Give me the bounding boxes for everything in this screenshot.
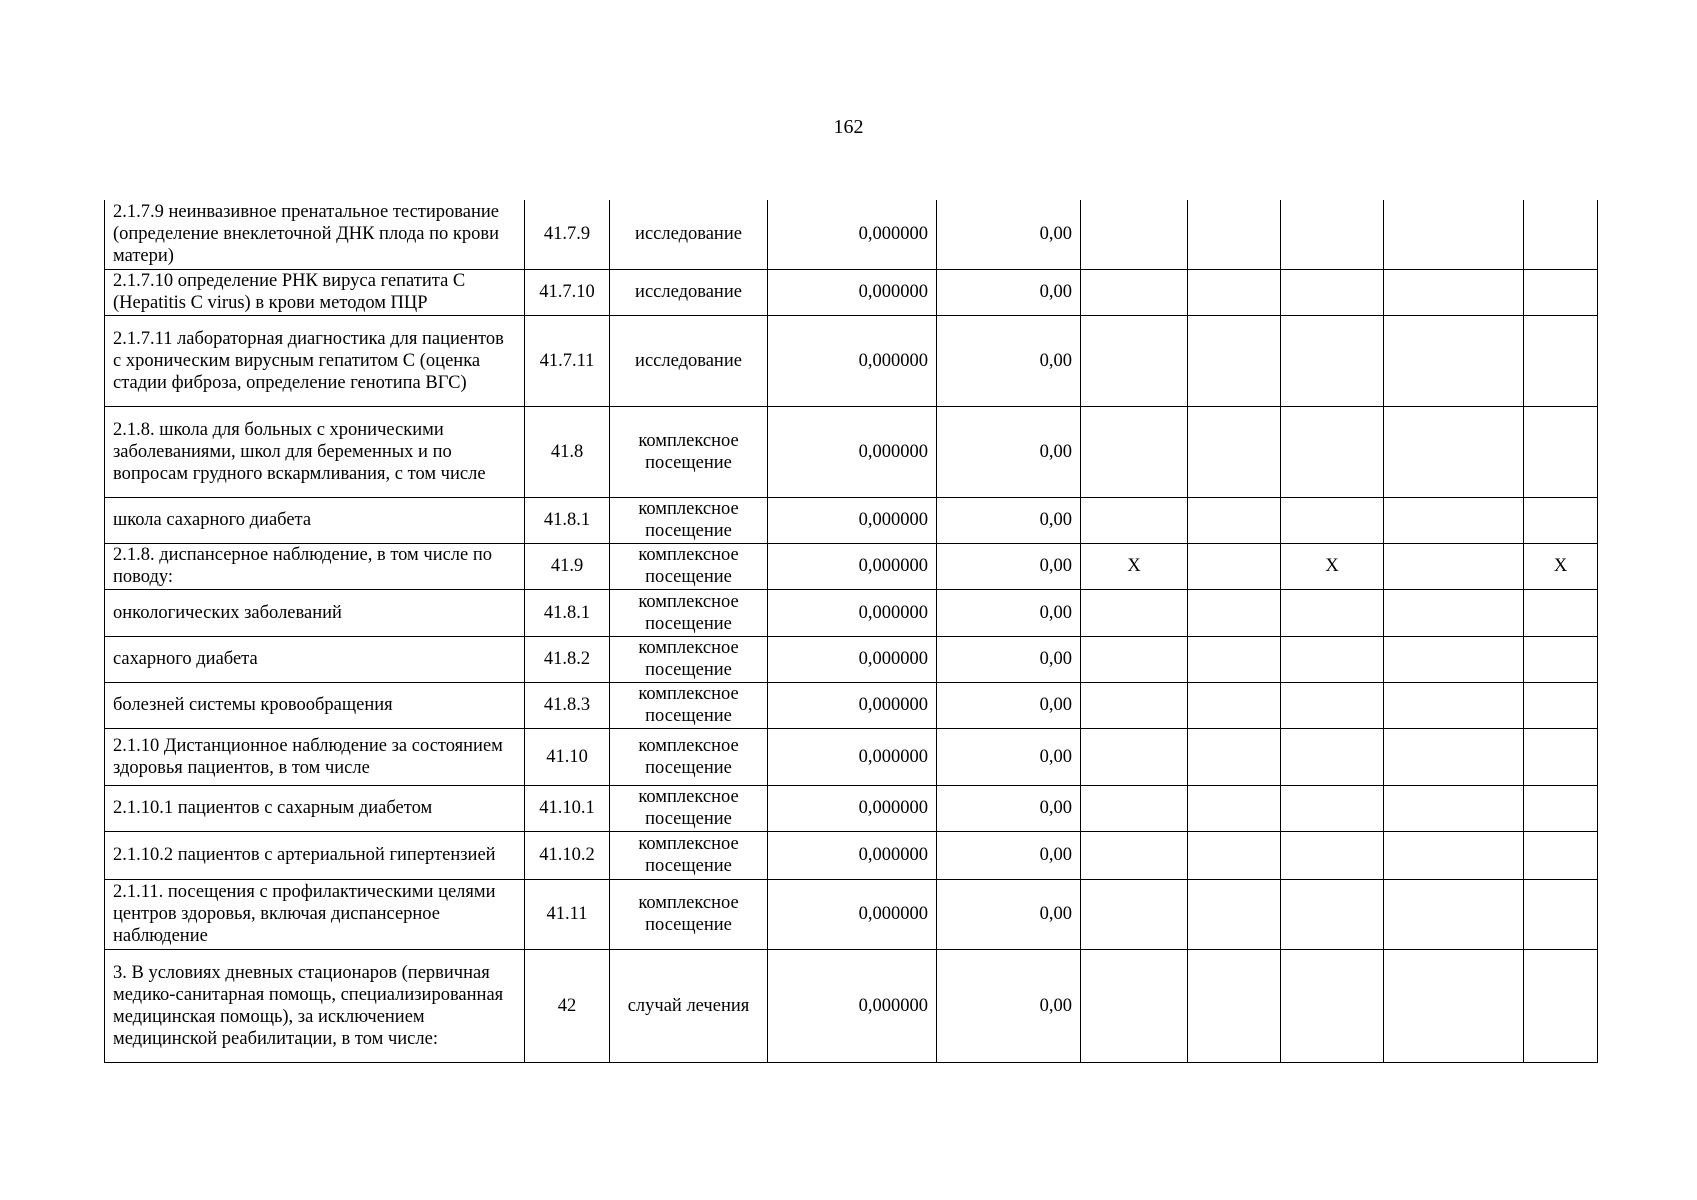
row-mark-5 <box>1524 497 1598 543</box>
row-value-2: 0,00 <box>937 200 1081 269</box>
row-value-2: 0,00 <box>937 949 1081 1062</box>
row-mark-5 <box>1524 831 1598 879</box>
table-row <box>105 636 1598 682</box>
row-mark-1 <box>1081 315 1188 406</box>
row-name: 2.1.8. диспансерное наблюдение, в том числе по поводу: <box>105 543 525 589</box>
row-mark-4 <box>1384 406 1524 497</box>
row-value-1: 0,000000 <box>768 636 937 682</box>
row-unit: случай лечения <box>610 949 768 1062</box>
row-mark-2 <box>1188 785 1281 831</box>
row-mark-2 <box>1188 497 1281 543</box>
table-row <box>105 785 1598 831</box>
row-mark-2 <box>1188 315 1281 406</box>
row-unit: комплексное посещение <box>610 543 768 589</box>
row-value-2: 0,00 <box>937 831 1081 879</box>
row-mark-2 <box>1188 728 1281 785</box>
row-mark-5 <box>1524 589 1598 636</box>
table-row <box>105 831 1598 879</box>
row-value-2: 0,00 <box>937 543 1081 589</box>
row-mark-3 <box>1281 682 1384 728</box>
row-value-1: 0,000000 <box>768 543 937 589</box>
row-mark-2 <box>1188 682 1281 728</box>
row-value-2: 0,00 <box>937 682 1081 728</box>
row-value-2: 0,00 <box>937 269 1081 315</box>
row-mark-2 <box>1188 636 1281 682</box>
row-mark-2 <box>1188 879 1281 949</box>
row-mark-3 <box>1281 200 1384 269</box>
row-code: 41.8.1 <box>525 497 610 543</box>
row-mark-1 <box>1081 728 1188 785</box>
row-mark-1 <box>1081 406 1188 497</box>
row-mark-4 <box>1384 728 1524 785</box>
row-name: 2.1.10 Дистанционное наблюдение за состоянием здоровья пациентов, в том числе <box>105 728 525 785</box>
table-row <box>105 682 1598 728</box>
row-mark-1 <box>1081 831 1188 879</box>
table-row <box>105 200 1598 269</box>
row-mark-1 <box>1081 785 1188 831</box>
row-code: 41.9 <box>525 543 610 589</box>
row-value-1: 0,000000 <box>768 682 937 728</box>
row-code: 41.10.2 <box>525 831 610 879</box>
row-unit: комплексное посещение <box>610 406 768 497</box>
row-mark-3 <box>1281 785 1384 831</box>
row-mark-4 <box>1384 269 1524 315</box>
row-value-2: 0,00 <box>937 315 1081 406</box>
page-number: 162 <box>833 116 864 138</box>
row-code: 41.10 <box>525 728 610 785</box>
row-name: 2.1.11. посещения с профилактическими целями центров здоровья, включая диспансерное наблюдение <box>105 879 525 949</box>
row-value-2: 0,00 <box>937 728 1081 785</box>
row-mark-3 <box>1281 728 1384 785</box>
row-mark-1 <box>1081 879 1188 949</box>
row-mark-5 <box>1524 406 1598 497</box>
row-mark-5 <box>1524 200 1598 269</box>
row-mark-1 <box>1081 269 1188 315</box>
row-mark-5 <box>1524 682 1598 728</box>
row-name: 2.1.10.1 пациентов с сахарным диабетом <box>105 785 525 831</box>
row-value-1: 0,000000 <box>768 269 937 315</box>
row-mark-2 <box>1188 589 1281 636</box>
row-value-2: 0,00 <box>937 879 1081 949</box>
row-unit: комплексное посещение <box>610 785 768 831</box>
row-unit: комплексное посещение <box>610 682 768 728</box>
row-mark-3 <box>1281 406 1384 497</box>
row-mark-1 <box>1081 682 1188 728</box>
row-mark-3 <box>1281 497 1384 543</box>
row-name: 2.1.7.9 неинвазивное пренатальное тестирование (определение внеклеточной ДНК плода по крови матери) <box>105 200 525 269</box>
row-name: 2.1.7.10 определение РНК вируса гепатита С (Hepatitis C virus) в крови методом ПЦР <box>105 269 525 315</box>
row-name: 3. В условиях дневных стационаров (первичная медико-санитарная помощь, специализированная медицинская помощь), за исключением медицинской реабилитации, в том числе: <box>105 949 525 1062</box>
row-mark-3 <box>1281 636 1384 682</box>
row-mark-4 <box>1384 200 1524 269</box>
row-mark-5 <box>1524 269 1598 315</box>
row-mark-3 <box>1281 589 1384 636</box>
row-code: 41.8 <box>525 406 610 497</box>
table-row <box>105 543 1598 589</box>
row-mark-2 <box>1188 831 1281 879</box>
row-value-1: 0,000000 <box>768 200 937 269</box>
row-unit: исследование <box>610 269 768 315</box>
row-mark-2 <box>1188 269 1281 315</box>
row-value-1: 0,000000 <box>768 831 937 879</box>
row-mark-4 <box>1384 879 1524 949</box>
row-mark-3: X <box>1281 543 1384 589</box>
row-mark-4 <box>1384 785 1524 831</box>
row-unit: комплексное посещение <box>610 636 768 682</box>
row-name: 2.1.10.2 пациентов с артериальной гипертензией <box>105 831 525 879</box>
row-mark-5 <box>1524 879 1598 949</box>
row-code: 41.7.10 <box>525 269 610 315</box>
row-mark-4 <box>1384 949 1524 1062</box>
data-table <box>104 200 1598 1063</box>
row-value-2: 0,00 <box>937 406 1081 497</box>
row-mark-4 <box>1384 543 1524 589</box>
row-mark-2 <box>1188 543 1281 589</box>
table-row <box>105 589 1598 636</box>
row-mark-3 <box>1281 949 1384 1062</box>
row-code: 42 <box>525 949 610 1062</box>
row-mark-4 <box>1384 497 1524 543</box>
row-value-1: 0,000000 <box>768 589 937 636</box>
row-mark-3 <box>1281 879 1384 949</box>
table-row <box>105 269 1598 315</box>
row-code: 41.7.11 <box>525 315 610 406</box>
row-value-1: 0,000000 <box>768 728 937 785</box>
table-row <box>105 406 1598 497</box>
table-row <box>105 497 1598 543</box>
row-mark-4 <box>1384 315 1524 406</box>
row-code: 41.8.2 <box>525 636 610 682</box>
row-value-2: 0,00 <box>937 785 1081 831</box>
row-code: 41.8.3 <box>525 682 610 728</box>
row-code: 41.7.9 <box>525 200 610 269</box>
row-mark-5 <box>1524 315 1598 406</box>
row-mark-5: X <box>1524 543 1598 589</box>
row-unit: комплексное посещение <box>610 589 768 636</box>
row-mark-4 <box>1384 831 1524 879</box>
row-name: 2.1.7.11 лабораторная диагностика для пациентов с хроническим вирусным гепатитом С (оценка стадии фиброза, определение генотипа ВГС) <box>105 315 525 406</box>
row-mark-5 <box>1524 949 1598 1062</box>
row-mark-3 <box>1281 315 1384 406</box>
row-name: 2.1.8. школа для больных с хроническими заболеваниями, школ для беременных и по вопросам грудного вскармливания, с том числе <box>105 406 525 497</box>
table-row <box>105 315 1598 406</box>
table-row <box>105 728 1598 785</box>
row-mark-1: X <box>1081 543 1188 589</box>
row-mark-4 <box>1384 636 1524 682</box>
row-value-1: 0,000000 <box>768 497 937 543</box>
row-mark-5 <box>1524 785 1598 831</box>
row-unit: комплексное посещение <box>610 831 768 879</box>
row-mark-2 <box>1188 949 1281 1062</box>
row-name: сахарного диабета <box>105 636 525 682</box>
row-code: 41.10.1 <box>525 785 610 831</box>
table-row <box>105 949 1598 1062</box>
row-mark-3 <box>1281 269 1384 315</box>
row-value-1: 0,000000 <box>768 406 937 497</box>
row-mark-1 <box>1081 589 1188 636</box>
row-value-2: 0,00 <box>937 589 1081 636</box>
table-row <box>105 879 1598 949</box>
row-name: школа сахарного диабета <box>105 497 525 543</box>
row-unit: комплексное посещение <box>610 497 768 543</box>
row-mark-5 <box>1524 728 1598 785</box>
row-value-1: 0,000000 <box>768 879 937 949</box>
row-unit: комплексное посещение <box>610 879 768 949</box>
row-mark-5 <box>1524 636 1598 682</box>
row-name: онкологических заболеваний <box>105 589 525 636</box>
row-value-2: 0,00 <box>937 636 1081 682</box>
row-mark-2 <box>1188 406 1281 497</box>
row-mark-4 <box>1384 682 1524 728</box>
row-mark-1 <box>1081 200 1188 269</box>
row-mark-3 <box>1281 831 1384 879</box>
row-mark-1 <box>1081 949 1188 1062</box>
row-value-2: 0,00 <box>937 497 1081 543</box>
row-mark-1 <box>1081 497 1188 543</box>
row-unit: исследование <box>610 315 768 406</box>
row-value-1: 0,000000 <box>768 315 937 406</box>
row-code: 41.11 <box>525 879 610 949</box>
row-mark-1 <box>1081 636 1188 682</box>
row-name: болезней системы кровообращения <box>105 682 525 728</box>
row-value-1: 0,000000 <box>768 949 937 1062</box>
row-value-1: 0,000000 <box>768 785 937 831</box>
row-code: 41.8.1 <box>525 589 610 636</box>
row-mark-2 <box>1188 200 1281 269</box>
row-mark-4 <box>1384 589 1524 636</box>
row-unit: комплексное посещение <box>610 728 768 785</box>
row-unit: исследование <box>610 200 768 269</box>
